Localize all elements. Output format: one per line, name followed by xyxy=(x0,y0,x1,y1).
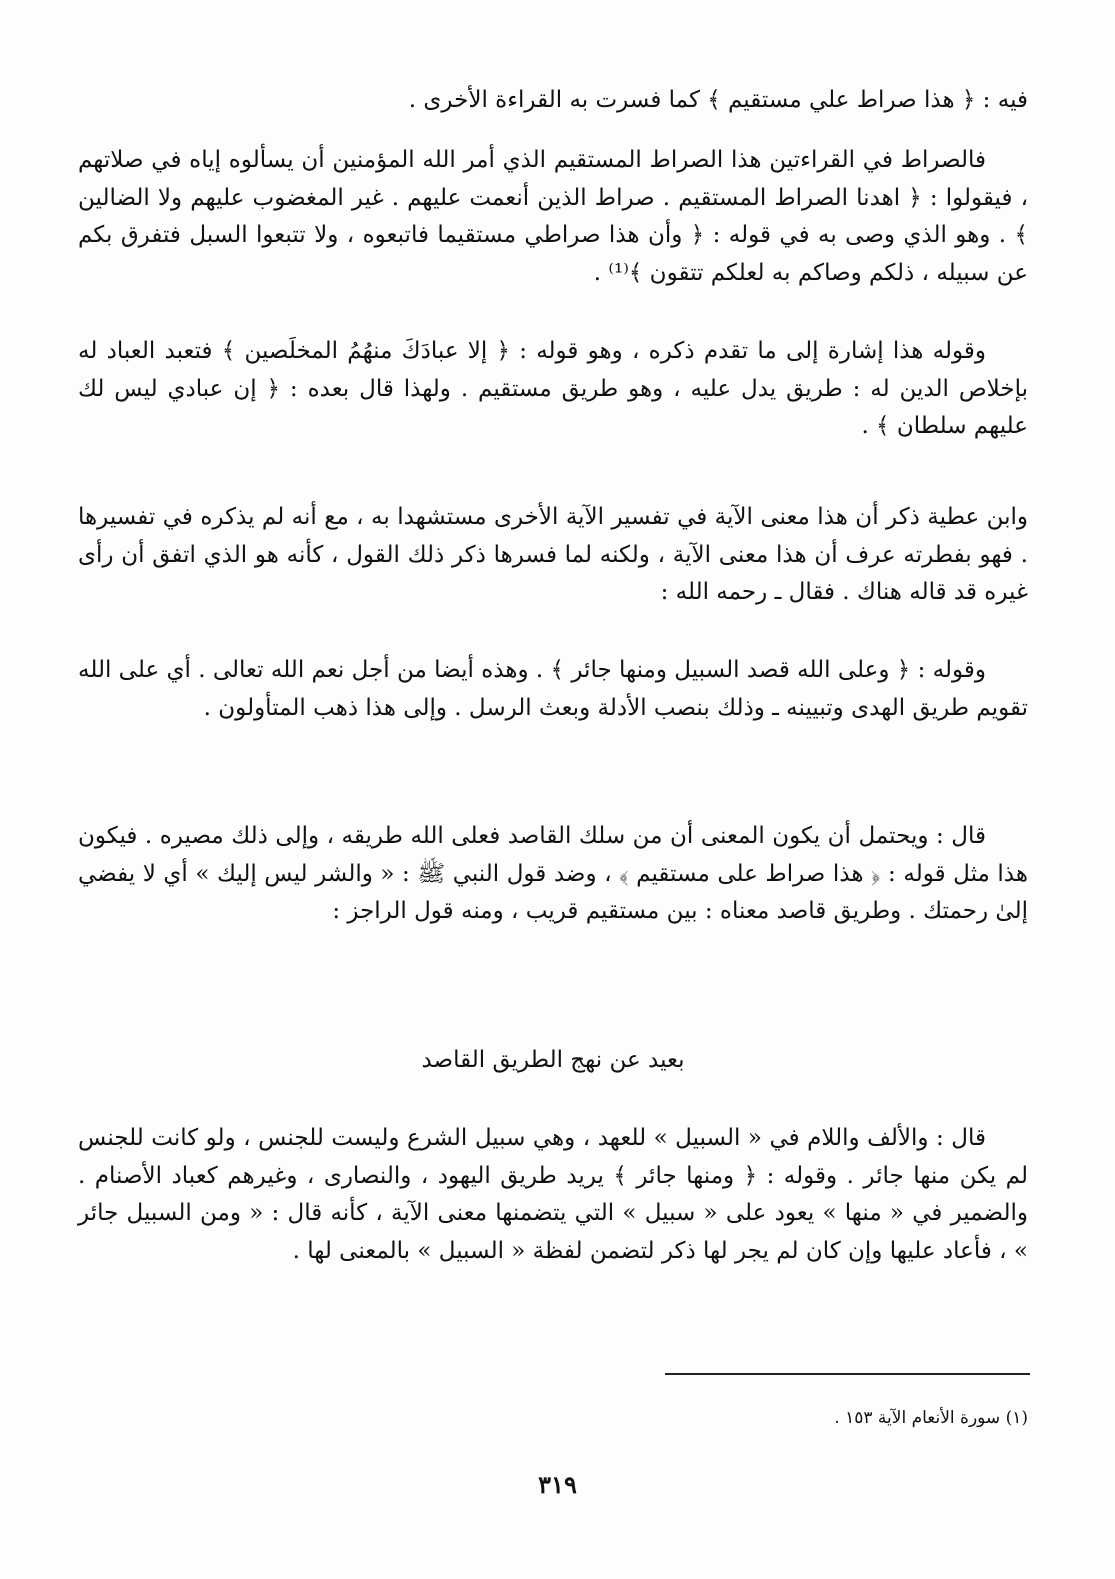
poetry-verse: بعيد عن نهج الطريق القاصد xyxy=(421,1047,685,1073)
paragraph-3: وقوله هذا إشارة إلى ما تقدم ذكره ، وهو قوله : ﴿ إلا عبادَكَ منهُمُ المخلَصين ﴾ فتعبد العباد له بإخلاص الدين له : طريق يدل عليه ، وهو طريق مستقيم . ولهذا قال بعده : ﴿ إن عبادي ليس لك عليهم سلطان ﴾ . xyxy=(78,338,1028,439)
paragraph-7: قال : والألف واللام في « السبيل » للعهد ، وهي سبيل الشرع وليست للجنس ، ولو كانت للجنس لم يكن منها جائر . وقوله : ﴿ ومنها جائر ﴾ يريد طريق اليهود ، والنصارى ، وغيرهم كعباد الأصنام . والضمير في « منها » يعود على « سبيل » التي يتضمنها معنى الآية ، كأنه قال : « ومن السبيل جائر » ، فأعاد عليها وإن كان لم يجر لها ذكر لتضمن لفظة « السبيل » بالمعنى لها . xyxy=(78,1125,1028,1264)
footnote-separator xyxy=(665,1373,1030,1375)
paragraph-6: قال : ويحتمل أن يكون المعنى أن من سلك القاصد فعلى الله طريقه ، وإلى ذلك مصيره . فيكون هذا مثل قوله : ﴿ هذا صراط على مستقيم ﴾ ، وضد قول النبي ﷺ : « والشر ليس إليك » أي لا يفضي إلىٰ رحمتك . وطريق قاصد معناه : بين مستقيم قريب ، ومنه قول الراجز : xyxy=(78,823,1028,924)
paragraph-5: وقوله : ﴿ وعلى الله قصد السبيل ومنها جائر ﴾ . وهذه أيضا من أجل نعم الله تعالى . أي على الله تقويم طريق الهدى وتبيينه ـ وذلك بنصب الأدلة وبعث الرسل . وإلى هذا ذهب المتأولون . xyxy=(78,657,1028,721)
paragraph-2: فالصراط في القراءتين هذا الصراط المستقيم الذي أمر الله المؤمنين أن يسألوه إياه في صلاتهم ، فيقولوا : ﴿ اهدنا الصراط المستقيم . صراط الذين أنعمت عليهم . غير المغضوب عليهم ولا الضالين ﴾ . وهو الذي وصى به في قوله : ﴿ وأن هذا صراطي مستقيما فاتبعوه ، ولا تتبعوا السبل فتفرق بكم عن سبيله ، ذلكم وصاكم به لعلكم تتقون ﴾⁽¹⁾ . xyxy=(78,147,1028,286)
page-number: ٣١٩ xyxy=(538,1470,577,1499)
footnote: (١) سورة الأنعام الآية ١٥٣ . xyxy=(834,1408,1028,1428)
paragraph-4: وابن عطية ذكر أن هذا معنى الآية في تفسير الآية الأخرى مستشهدا به ، مع أنه لم يذكره في تفسيرها . فهو بفطرته عرف أن هذا معنى الآية ، ولكنه لما فسرها ذكر ذلك القول ، كأنه هو الذي اتفق أن رأى غيره قد قاله هناك . فقال ـ رحمه الله : xyxy=(78,504,1028,605)
paragraph-1: فيه : ﴿ هذا صراط علي مستقيم ﴾ كما فسرت به القراءة الأخرى . xyxy=(408,87,1028,113)
